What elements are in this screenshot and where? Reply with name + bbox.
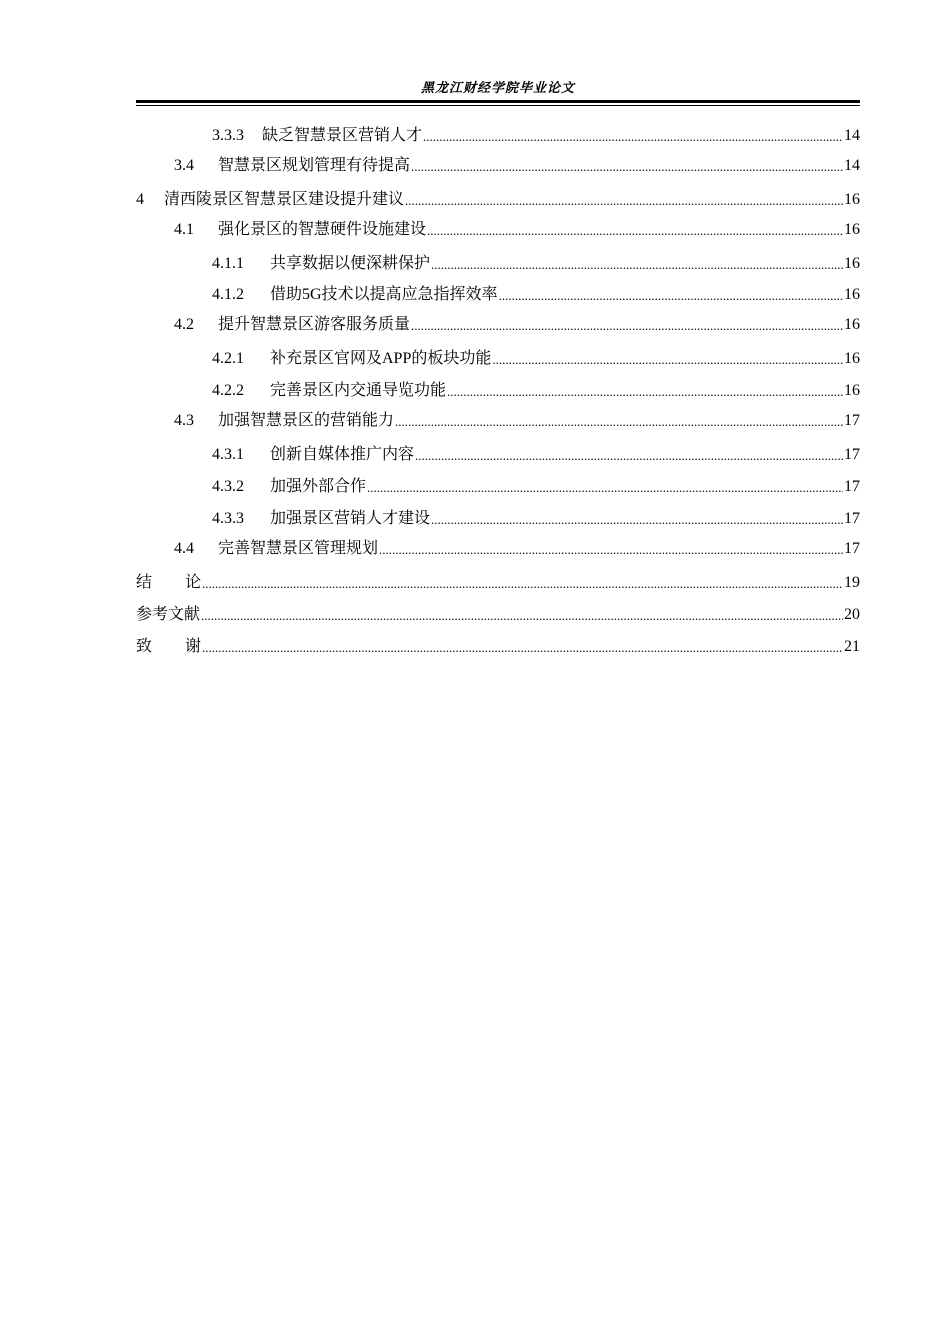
toc-entry-3-4[interactable]: [174, 154, 860, 176]
toc-entry-page: 19: [844, 574, 860, 591]
page-header-title: 黑龙江财经学院毕业论文: [420, 81, 575, 96]
toc-entry-4-1[interactable]: [174, 218, 860, 240]
toc-entry-4[interactable]: [136, 188, 860, 210]
toc-dot-leader: [415, 447, 843, 465]
toc-entry-number: 4.3.3: [212, 510, 244, 527]
toc-entry-4-2-2[interactable]: [212, 379, 860, 401]
toc-entry-number: 4: [136, 191, 144, 208]
toc-dot-leader: [411, 158, 843, 176]
toc-dot-leader: [423, 128, 843, 146]
toc-entry-page: 20: [844, 606, 860, 623]
toc-dot-leader: [379, 541, 843, 559]
toc-entry-4-3-2[interactable]: [212, 475, 860, 497]
toc-entry-conclusion[interactable]: [136, 571, 860, 593]
toc-entry-page: 17: [844, 478, 860, 495]
toc-dot-leader: [201, 607, 843, 625]
toc-entry-page: 14: [844, 157, 860, 174]
toc-entry-4-4[interactable]: [174, 537, 860, 559]
toc-entry-page: 17: [844, 412, 860, 429]
toc-entry-title: 清西陵景区智慧景区建设提升建议: [164, 191, 405, 208]
toc-entry-title: 强化景区的智慧硬件设施建设: [218, 221, 427, 238]
toc-entry-page: 16: [844, 255, 860, 272]
toc-entry-page: 17: [844, 446, 860, 463]
toc-dot-leader: [427, 222, 843, 240]
toc-entry-4-3[interactable]: [174, 409, 860, 431]
toc-entry-page: 16: [844, 221, 860, 238]
toc-dot-leader: [431, 511, 843, 529]
toc-entry-title: 加强智慧景区的营销能力: [218, 412, 395, 429]
toc-entry-4-1-2[interactable]: [212, 283, 860, 305]
toc-dot-leader: [499, 287, 843, 305]
toc-entry-number: 4.4: [174, 540, 194, 557]
toc-entry-3-3-3[interactable]: [212, 124, 860, 146]
toc-dot-leader: [447, 383, 843, 401]
toc-entry-page: 16: [844, 316, 860, 333]
toc-dot-leader: [395, 413, 843, 431]
toc-entry-title: 结论: [136, 574, 235, 591]
toc-entry-page: 21: [844, 638, 860, 655]
toc-entry-title: 补充景区官网及APP的板块功能: [270, 350, 492, 367]
toc-entry-title: 加强外部合作: [270, 478, 367, 495]
toc-entry-title: 共享数据以便深耕保护: [270, 255, 431, 272]
toc-entry-4-3-1[interactable]: [212, 443, 860, 465]
toc-entry-page: 16: [844, 191, 860, 208]
toc-dot-leader: [405, 192, 843, 210]
toc-entry-number: 4.1.1: [212, 255, 244, 272]
toc-entry-title: 完善智慧景区管理规划: [218, 540, 379, 557]
toc-entry-page: 17: [844, 510, 860, 527]
toc-entry-number: 3.3.3: [212, 127, 244, 144]
toc-entry-page: 16: [844, 286, 860, 303]
toc-entry-title: 加强景区营销人才建设: [270, 510, 431, 527]
toc-entry-references[interactable]: [136, 603, 860, 625]
toc-entry-number: 4.2: [174, 316, 194, 333]
toc-entry-page: 14: [844, 127, 860, 144]
toc-entry-4-3-3[interactable]: [212, 507, 860, 529]
toc-entry-number: 4.2.2: [212, 382, 244, 399]
toc-dot-leader: [367, 479, 843, 497]
toc-entry-number: 4.3: [174, 412, 194, 429]
toc-entry-title: 提升智慧景区游客服务质量: [218, 316, 411, 333]
toc-dot-leader: [431, 256, 843, 274]
toc-entry-title: 参考文献: [136, 606, 201, 623]
toc-entry-4-1-1[interactable]: [212, 252, 860, 274]
toc-dot-leader: [411, 317, 843, 335]
toc-dot-leader: [202, 639, 843, 657]
toc-entry-number: 4.1: [174, 221, 194, 238]
toc-dot-leader: [202, 575, 843, 593]
toc-entry-4-2-1[interactable]: [212, 347, 860, 369]
toc-entry-title: 缺乏智慧景区营销人才: [262, 127, 423, 144]
toc-entry-4-2[interactable]: [174, 313, 860, 335]
toc-entry-title: 创新自媒体推广内容: [270, 446, 415, 463]
toc-entry-number: 3.4: [174, 157, 194, 174]
toc-entry-page: 16: [844, 350, 860, 367]
toc-entry-number: 4.3.2: [212, 478, 244, 495]
toc-dot-leader: [492, 351, 843, 369]
toc-entry-title: 借助5G技术以提高应急指挥效率: [270, 286, 498, 303]
toc-entry-acknowledgements[interactable]: [136, 635, 860, 657]
toc-entry-number: 4.1.2: [212, 286, 244, 303]
toc-entry-title: 致谢: [136, 638, 235, 655]
toc-entry-title: 完善景区内交通导览功能: [270, 382, 447, 399]
toc-entry-title: 智慧景区规划管理有待提高: [218, 157, 411, 174]
toc-entry-page: 16: [844, 382, 860, 399]
toc-entry-number: 4.2.1: [212, 350, 244, 367]
toc-entry-page: 17: [844, 540, 860, 557]
toc-entry-number: 4.3.1: [212, 446, 244, 463]
